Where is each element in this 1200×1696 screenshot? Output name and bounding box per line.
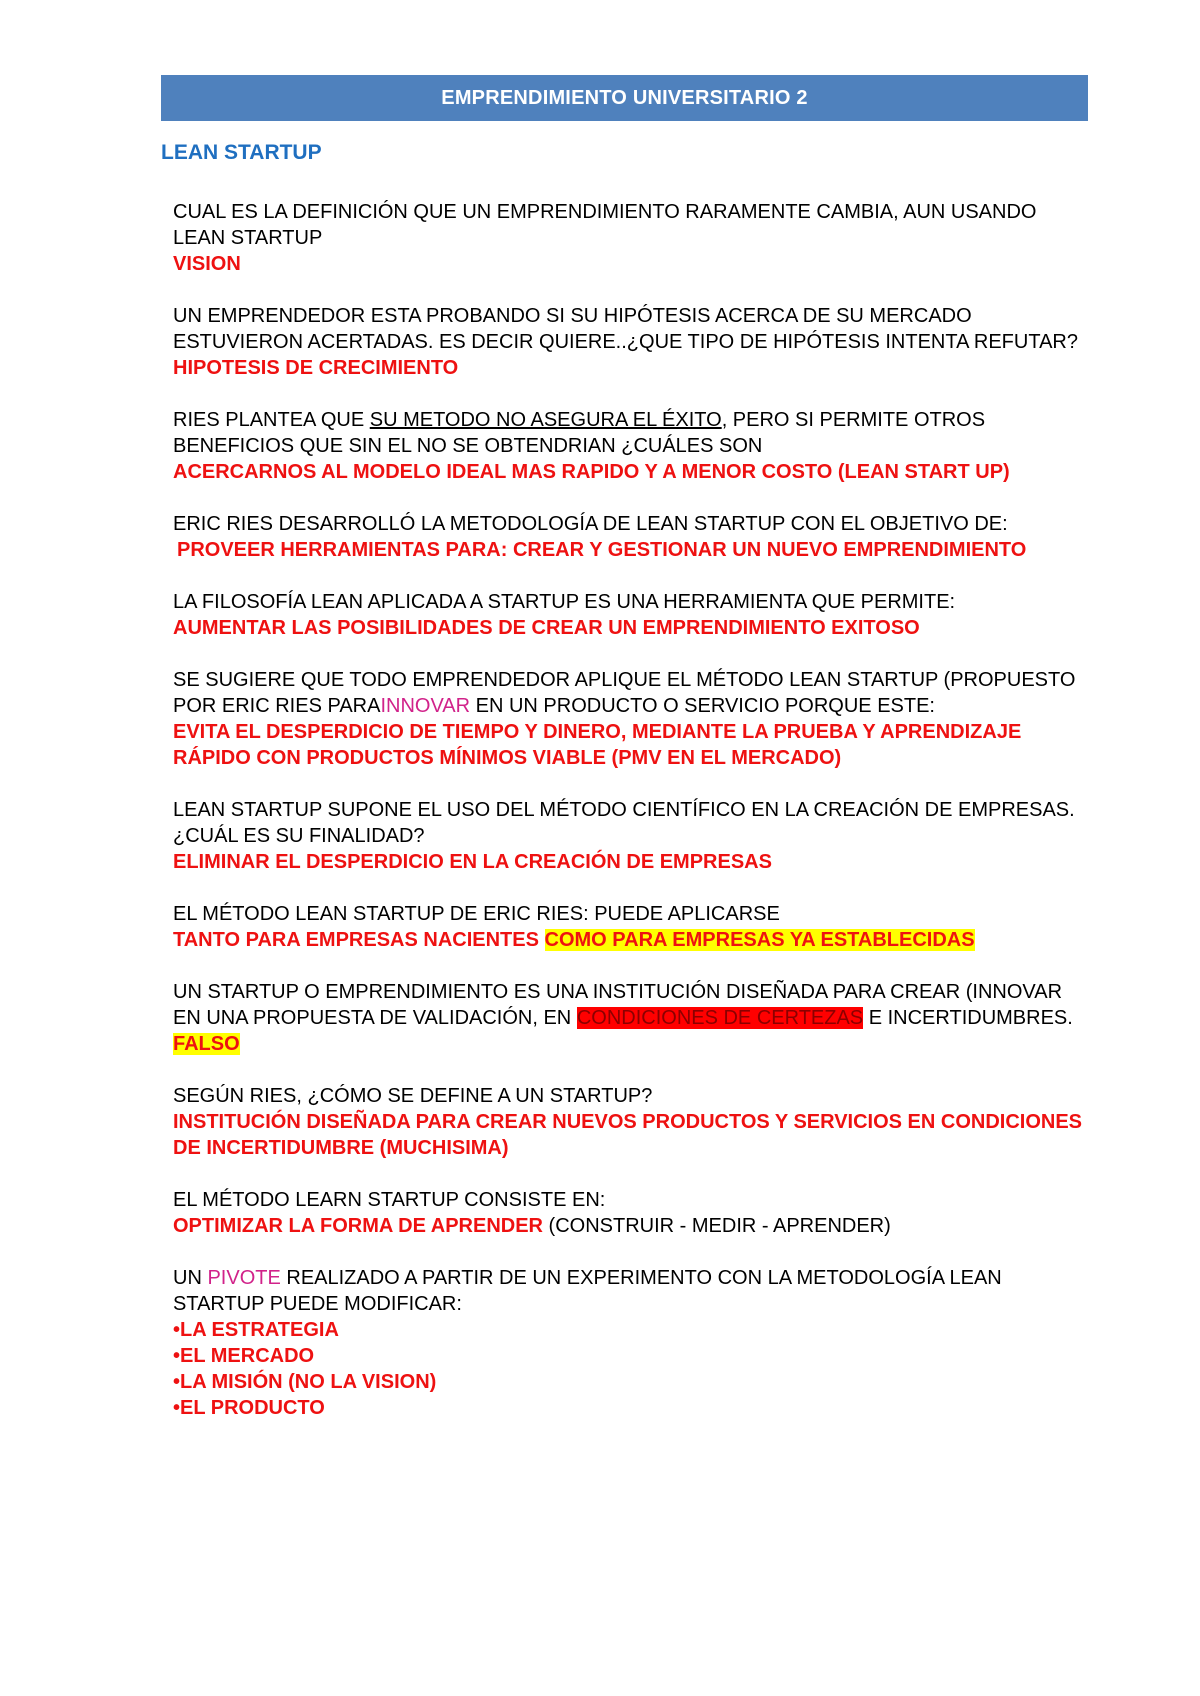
qa-item-10 xyxy=(173,1083,1093,1161)
answer xyxy=(173,1213,1093,1239)
header-title: EMPRENDIMIENTO UNIVERSITARIO 2 xyxy=(441,86,808,109)
question: EL MÉTODO LEARN STARTUP CONSISTE EN: xyxy=(173,1189,606,1211)
answer-part: TANTO PARA EMPRESAS NACIENTES xyxy=(173,929,545,951)
question-part: UN xyxy=(173,1267,208,1289)
answer: INSTITUCIÓN DISEÑADA PARA CREAR NUEVOS PRODUCTOS Y SERVICIOS EN CONDICIONES DE INCERTIDUMBRE (MUCHISIMA) xyxy=(173,1111,1083,1159)
answer-note: (CONSTRUIR - MEDIR - APRENDER) xyxy=(543,1215,891,1237)
question: SEGÚN RIES, ¿CÓMO SE DEFINE A UN STARTUP? xyxy=(173,1085,653,1107)
qa-item-8 xyxy=(173,901,1093,953)
qa-item-3 xyxy=(173,407,1093,485)
answer: PROVEER HERRAMIENTAS PARA: CREAR Y GESTIONAR UN NUEVO EMPRENDIMIENTO xyxy=(177,539,1027,561)
question-part: E INCERTIDUMBRES. xyxy=(863,1007,1073,1029)
highlighted-answer: COMO PARA EMPRESAS YA ESTABLECIDAS xyxy=(544,929,975,951)
question: UN EMPRENDEDOR ESTA PROBANDO SI SU HIPÓTESIS ACERCA DE SU MERCADO ESTUVIERON ACERTADAS. ES DECIR QUIERE..¿QUE TIPO DE HIPÓTESIS INTENTA REFUTAR? xyxy=(173,305,1078,353)
red-highlight: CONDICIONES DE CERTEZAS xyxy=(576,1007,864,1029)
qa-item-9 xyxy=(173,979,1093,1057)
underlined-text: SU METODO NO ASEGURA EL ÉXITO xyxy=(369,409,722,431)
question-part: REALIZADO A PARTIR DE UN EXPERIMENTO CON LA METODOLOGÍA LEAN STARTUP PUEDE MODIFICAR: xyxy=(173,1267,1002,1315)
bullet-item: •LA ESTRATEGIA xyxy=(173,1319,339,1341)
answer: ACERCARNOS AL MODELO IDEAL MAS RAPIDO Y A MENOR COSTO (LEAN START UP) xyxy=(173,461,1010,483)
question xyxy=(173,979,1093,1057)
answer: EVITA EL DESPERDICIO DE TIEMPO Y DINERO, MEDIANTE LA PRUEBA Y APRENDIZAJE RÁPIDO CON PRODUCTOS MÍNIMOS VIABLE (PMV EN EL MERCADO) xyxy=(173,721,1022,769)
header-banner xyxy=(161,75,1088,121)
question: LA FILOSOFÍA LEAN APLICADA A STARTUP ES UNA HERRAMIENTA QUE PERMITE: xyxy=(173,591,956,613)
question-part: EN UN PRODUCTO O SERVICIO PORQUE ESTE: xyxy=(470,695,935,717)
question: EL MÉTODO LEAN STARTUP DE ERIC RIES: PUEDE APLICARSE xyxy=(173,903,780,925)
highlighted-word: PIVOTE xyxy=(207,1267,281,1289)
question-part: UN STARTUP O EMPRENDIMIENTO ES UNA INSTITUCIÓN DISEÑADA PARA CREAR (INNOVAR EN UNA PROPUESTA DE VALIDACIÓN, EN xyxy=(173,981,1063,1029)
section-title: LEAN STARTUP xyxy=(161,141,322,164)
question: LEAN STARTUP SUPONE EL USO DEL MÉTODO CIENTÍFICO EN LA CREACIÓN DE EMPRESAS. ¿CUÁL ES SU FINALIDAD? xyxy=(173,799,1075,847)
answer-part: OPTIMIZAR LA FORMA DE APRENDER xyxy=(173,1215,543,1237)
answer xyxy=(173,927,1093,953)
answer: VISION xyxy=(173,253,241,275)
answer: ELIMINAR EL DESPERDICIO EN LA CREACIÓN DE EMPRESAS xyxy=(173,851,772,873)
answer: HIPOTESIS DE CRECIMIENTO xyxy=(173,357,459,379)
bullet-item: •EL PRODUCTO xyxy=(173,1397,325,1419)
qa-item-2 xyxy=(173,303,1093,381)
qa-item-6 xyxy=(173,667,1093,771)
answer: AUMENTAR LAS POSIBILIDADES DE CREAR UN EMPRENDIMIENTO EXITOSO xyxy=(173,617,920,639)
bullet-item: •LA MISIÓN (NO LA VISION) xyxy=(173,1371,437,1393)
bullet-item: •EL MERCADO xyxy=(173,1345,315,1367)
qa-item-12 xyxy=(173,1265,1093,1421)
falso-badge: FALSO xyxy=(173,1033,240,1055)
qa-item-11 xyxy=(173,1187,1093,1239)
qa-item-5 xyxy=(173,589,1093,641)
qa-item-4 xyxy=(173,511,1093,563)
question xyxy=(173,1265,1093,1317)
qa-item-7 xyxy=(173,797,1093,875)
question-part: SE SUGIERE QUE TODO EMPRENDEDOR APLIQUE EL MÉTODO LEAN STARTUP (PROPUESTO POR ERIC RIES PARA xyxy=(173,669,1076,717)
question-part: RIES PLANTEA QUE xyxy=(173,409,370,431)
question: ERIC RIES DESARROLLÓ LA METODOLOGÍA DE LEAN STARTUP CON EL OBJETIVO DE: xyxy=(173,513,1008,535)
qa-item-1 xyxy=(173,199,1093,277)
question xyxy=(173,407,1093,459)
highlighted-word: INNOVAR xyxy=(380,695,471,717)
question: CUAL ES LA DEFINICIÓN QUE UN EMPRENDIMIENTO RARAMENTE CAMBIA, AUN USANDO LEAN STARTUP xyxy=(173,201,1037,249)
question-part: , PERO SI PERMITE OTROS BENEFICIOS QUE SIN EL NO SE OBTENDRIAN ¿CUÁLES SON xyxy=(173,409,986,457)
qa-list xyxy=(173,199,1093,1447)
question xyxy=(173,667,1093,719)
